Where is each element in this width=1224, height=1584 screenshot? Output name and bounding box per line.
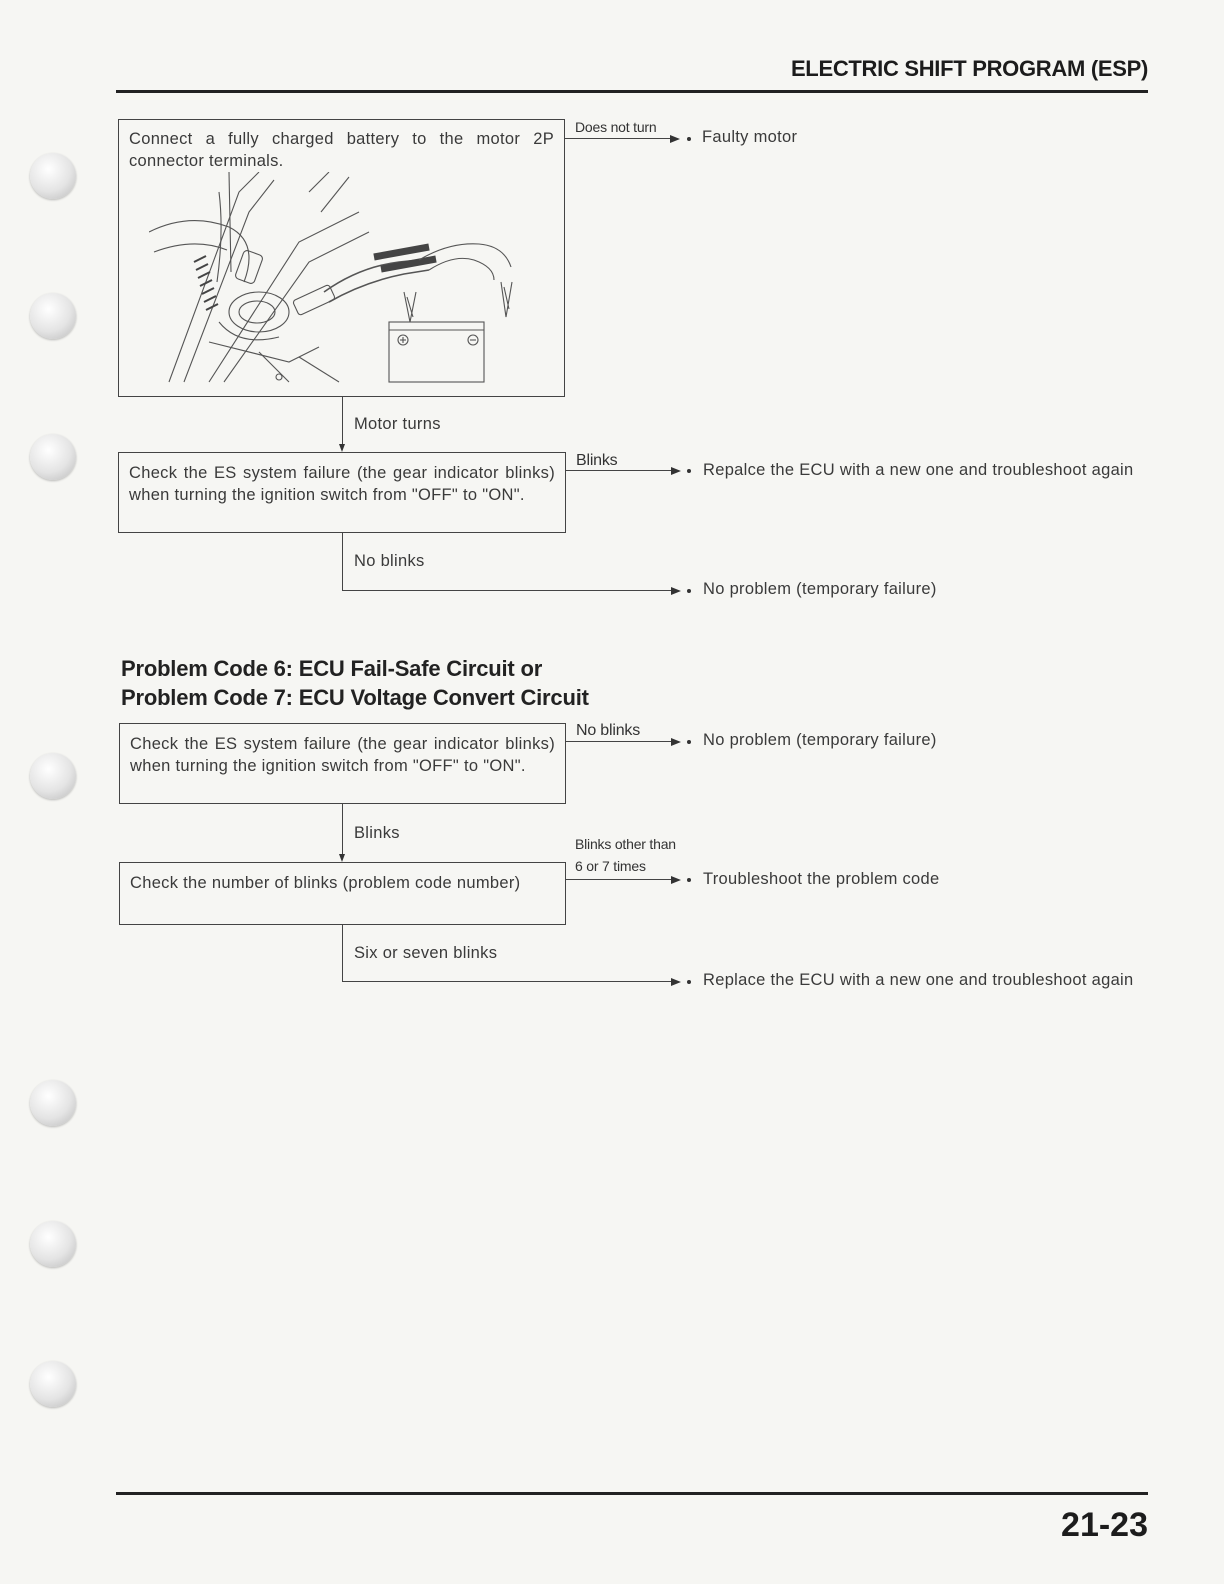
flow2-step2-box bbox=[119, 862, 566, 925]
flow1-step1-text: Connect a fully charged battery to the motor 2P connector terminals. bbox=[129, 130, 554, 170]
flow1-noblinks-result: No problem (temporary failure) bbox=[703, 580, 937, 598]
flow1-yes-label: Motor turns bbox=[354, 415, 441, 433]
page-number: 21-23 bbox=[1061, 1506, 1148, 1544]
bullet bbox=[687, 980, 691, 984]
flow2-six-label: Six or seven blinks bbox=[354, 944, 498, 962]
section-heading-line2: Problem Code 7: ECU Voltage Convert Circuit bbox=[121, 685, 589, 710]
flow1-step1-box bbox=[118, 119, 565, 397]
arrowhead bbox=[670, 135, 680, 143]
arrowhead bbox=[671, 876, 681, 884]
flow1-no-result: Faulty motor bbox=[702, 128, 798, 146]
bullet bbox=[687, 137, 691, 141]
flow2-step1-box bbox=[119, 723, 566, 804]
section-heading-line1: Problem Code 6: ECU Fail-Safe Circuit or bbox=[121, 656, 543, 681]
bullet bbox=[687, 589, 691, 593]
arrowhead bbox=[671, 467, 681, 475]
flow2-other-label-line2: 6 or 7 times bbox=[575, 858, 646, 874]
flow1-noblinks-hline bbox=[342, 590, 672, 591]
flow1-step2-box bbox=[118, 452, 566, 533]
page-header-title: ELECTRIC SHIFT PROGRAM (ESP) bbox=[790, 56, 1148, 81]
arrowdown bbox=[339, 854, 345, 862]
flow1-noblinks-label: No blinks bbox=[354, 552, 425, 570]
flow2-noblinks-result: No problem (temporary failure) bbox=[703, 731, 937, 749]
flow2-six-hline bbox=[342, 981, 672, 982]
footer-rule bbox=[116, 1492, 1148, 1495]
arrowdown bbox=[339, 444, 345, 452]
flow1-yes-line bbox=[342, 397, 343, 445]
flow2-noblinks-line bbox=[566, 741, 672, 742]
bullet bbox=[687, 740, 691, 744]
flow1-blinks-label: Blinks bbox=[576, 452, 618, 469]
flow2-step2-text: Check the number of blinks (problem code number) bbox=[130, 874, 521, 892]
flow2-other-label-line1: Blinks other than bbox=[575, 836, 676, 852]
binder-hole bbox=[30, 434, 76, 480]
arrowhead bbox=[671, 978, 681, 986]
flow1-no-label: Does not turn bbox=[575, 119, 657, 135]
flow1-step2-text: Check the ES system failure (the gear indicator blinks) when turning the ignition switch from "OFF" to "ON". bbox=[129, 464, 555, 504]
flow2-six-result: Replace the ECU with a new one and troubleshoot again bbox=[703, 971, 1134, 989]
flow2-six-vline bbox=[342, 925, 343, 982]
flow2-step1-text: Check the ES system failure (the gear indicator blinks) when turning the ignition switch from "OFF" to "ON". bbox=[130, 735, 555, 775]
binder-hole bbox=[30, 1361, 76, 1407]
binder-hole bbox=[30, 153, 76, 199]
arrowhead bbox=[671, 587, 681, 595]
flow2-other-line bbox=[566, 879, 672, 880]
flow2-blinks-label: Blinks bbox=[354, 824, 400, 842]
header-rule bbox=[116, 90, 1148, 93]
binder-hole bbox=[30, 1221, 76, 1267]
flow2-noblinks-label: No blinks bbox=[576, 722, 641, 739]
bullet bbox=[687, 878, 691, 882]
motor-battery-illustration bbox=[149, 172, 529, 387]
flow2-other-result: Troubleshoot the problem code bbox=[703, 870, 940, 888]
binder-hole bbox=[30, 753, 76, 799]
binder-hole bbox=[30, 1080, 76, 1126]
arrowhead bbox=[671, 738, 681, 746]
flow1-blinks-line bbox=[566, 470, 672, 471]
bullet bbox=[687, 469, 691, 473]
flow2-blinks-line bbox=[342, 804, 343, 855]
flow1-no-line bbox=[565, 138, 671, 139]
flow1-noblinks-vline bbox=[342, 533, 343, 591]
binder-hole bbox=[30, 293, 76, 339]
flow1-blinks-result: Repalce the ECU with a new one and troubleshoot again bbox=[703, 461, 1134, 479]
